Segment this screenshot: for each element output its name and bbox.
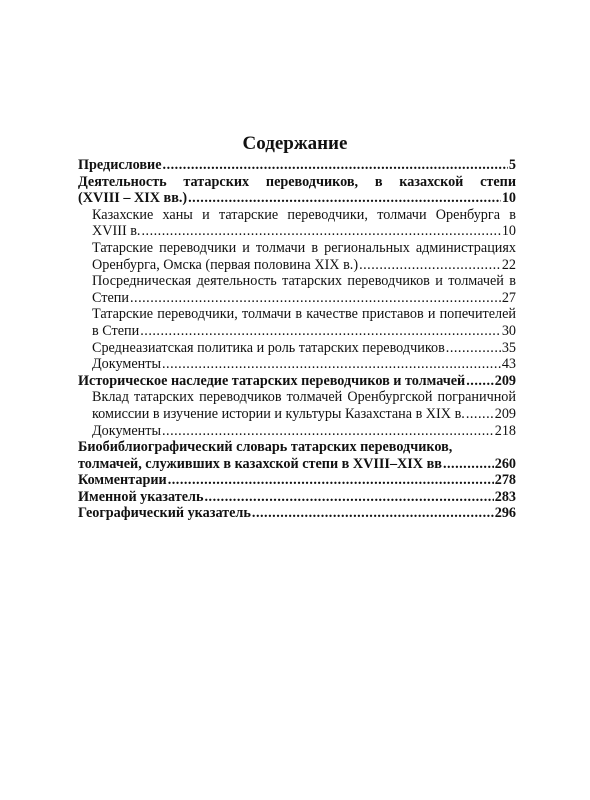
toc-entry [78, 489, 516, 506]
toc-entry-title-cont: в Степи [92, 322, 140, 339]
page-title: Содержание [242, 133, 348, 154]
table-of-contents [78, 157, 516, 522]
toc-entry-title: Посредническая деятельность татарских переводчиков и толмачей в [92, 273, 516, 290]
toc-page-number: 296 [494, 505, 516, 522]
toc-entry [92, 340, 516, 357]
toc-entry-title-cont: (XVIII – XIX вв.) [78, 190, 188, 207]
toc-entry-title: Комментарии [78, 472, 167, 489]
toc-entry-title: Географический указатель [78, 505, 251, 522]
toc-entry-title: Именной указатель [78, 488, 204, 505]
toc-entry-title-cont: толмачей, служивших в казахской степи в XVIII–XIX вв [78, 455, 442, 472]
toc-entry-title: Историческое наследие татарских переводчиков и толмачей [78, 372, 466, 389]
toc-entry-title: Татарские переводчики и толмачи в региональных администрациях [92, 239, 516, 256]
toc-entry-title-cont: комиссии в изучение истории и культуры Казахстана в XIX в. [92, 405, 465, 422]
toc-entry-title: Предисловие [78, 157, 162, 173]
toc-page-number: 22 [501, 256, 516, 273]
toc-page-number: 35 [501, 339, 516, 356]
toc-entry-title: Документы [92, 422, 161, 439]
toc-page-number: 260 [494, 455, 516, 472]
toc-entry-title-cont: Степи [92, 289, 129, 306]
toc-page-number: 43 [501, 356, 516, 373]
toc-page-number: 283 [494, 488, 516, 505]
toc-page-number: 5 [508, 157, 516, 173]
toc-entry [78, 157, 516, 174]
toc-entry [78, 174, 516, 207]
toc-page-number: 30 [501, 322, 516, 339]
toc-entry-title: Татарские переводчики, толмачи в качестве приставов и попечителей [92, 306, 516, 323]
toc-entry-title: Вклад татарских переводчиков толмачей Оренбургской пограничной [92, 389, 516, 406]
toc-entry [92, 356, 516, 373]
toc-entry [92, 240, 516, 273]
toc-entry-title-cont: Оренбурга, Омска (первая половина XIX в.) [92, 256, 359, 273]
toc-entry [78, 373, 516, 390]
toc-entry-title-cont: XVIII в. [92, 223, 141, 240]
toc-entry [92, 273, 516, 306]
toc-page-number: 209 [494, 372, 516, 389]
toc-entry-title: Документы [92, 356, 161, 373]
toc-page-number: 278 [494, 472, 516, 489]
toc-entry [92, 207, 516, 240]
toc-page-number: 209 [494, 405, 516, 422]
toc-entry [92, 306, 516, 339]
toc-entry [92, 423, 516, 440]
toc-entry [92, 389, 516, 422]
toc-entry-title: Среднеазиатская политика и роль татарских переводчиков [92, 339, 445, 356]
toc-entry-title: Деятельность татарских переводчиков, в казахской степи [78, 173, 516, 190]
toc-entry [78, 505, 516, 522]
toc-entry-title: Биобиблиографический словарь татарских переводчиков, [78, 439, 453, 456]
toc-page-number: 218 [494, 422, 516, 439]
toc-page-number: 10 [501, 190, 516, 207]
toc-entry [78, 439, 516, 472]
toc-page-number: 10 [501, 223, 516, 240]
toc-page-number: 27 [501, 289, 516, 306]
toc-entry [78, 472, 516, 489]
toc-entry-title: Казахские ханы и татарские переводчики, толмачи Оренбурга в [92, 206, 516, 223]
